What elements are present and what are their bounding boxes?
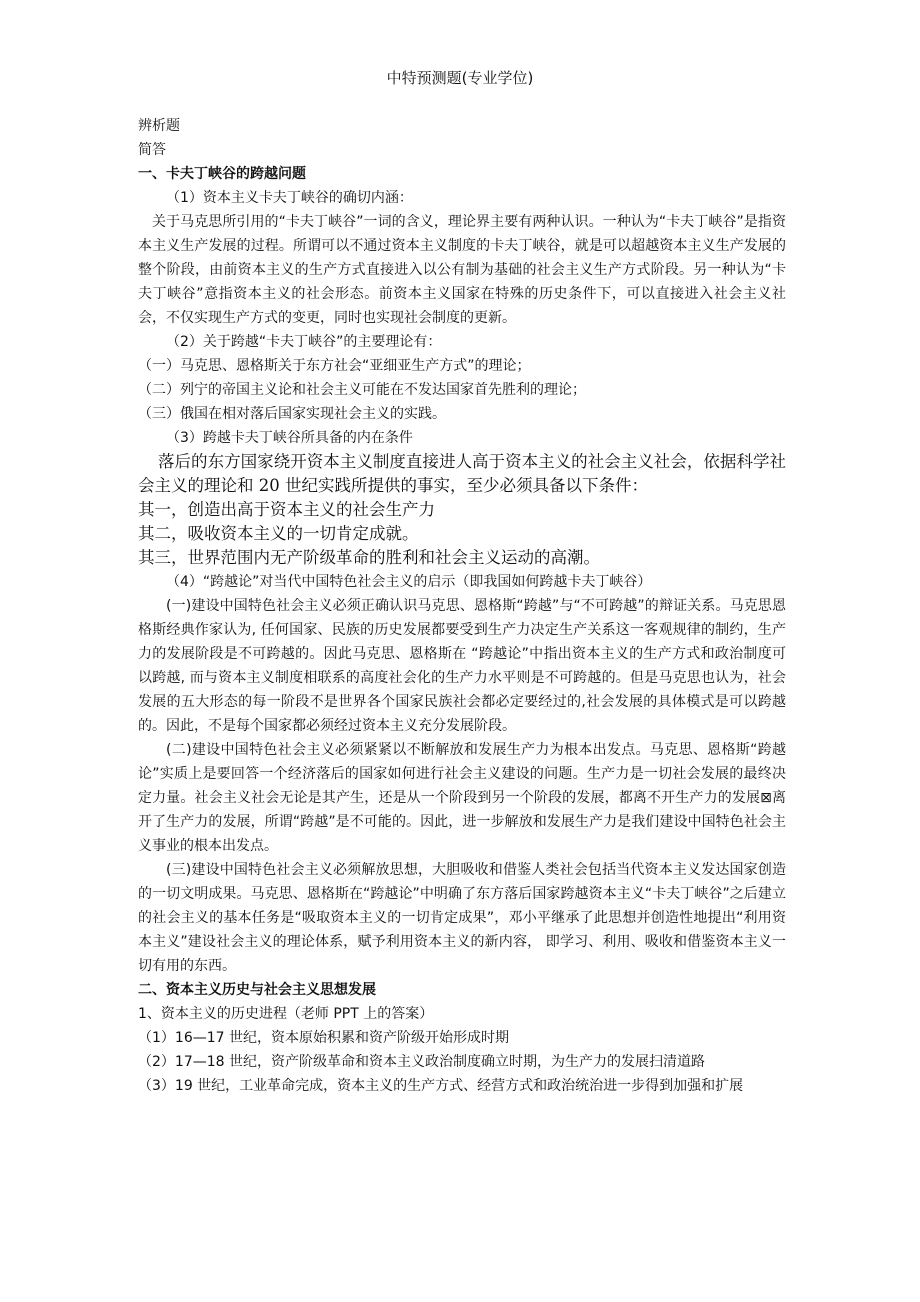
page-title: 中特预测题(专业学位) <box>386 69 534 87</box>
paragraph-enlightenment-1: (一)建设中国特色社会主义必须正确认识马克思、恩格斯“跨越”与“不可跨越”的辩证关系。马克思恩格斯经典作家认为, 任何国家、民族的历史发展都要受到生产力决定生产关系这一客观规律的制约，生产力的发展阶段是不可跨越的。因此马克思、恩格斯在 “跨越论”中指出资本主义的生产方式和政治制度可以跨越, 而与资本主义制度相联系的高度社会化的生产力水平则是不可跨越的。但是马克思也认为，社会发展的五大形态的每一阶段不是世界各个国家民族社会都必定要经过的,社会发展的具体模式是可以跨越的。因此，不是每个国家都必须经过资本主义充分发展阶段。 <box>138 598 786 734</box>
theory-item-2: （二）列宁的帝国主义论和社会主义可能在不发达国家首先胜利的理论； <box>138 382 586 398</box>
subheading-2: （2）关于跨越“卡夫丁峡谷”的主要理论有： <box>166 334 442 350</box>
subheading-4: （4）“跨越论”对当代中国特色社会主义的启示（即我国如何跨越卡夫丁峡谷） <box>166 574 652 590</box>
subheading-1: （1）资本主义卡夫丁峡谷的确切内涵： <box>166 190 413 206</box>
history-item-1: （1）16—17 世纪，资本原始积累和资产阶级开始形成时期 <box>138 1030 509 1046</box>
condition-2: 其二，吸收资本主义的一切肯定成就。 <box>138 524 419 543</box>
history-item-3: （3）19 世纪，工业革命完成，资本主义的生产方式、经营方式和政治统治进一步得到加强和扩展 <box>138 1078 744 1094</box>
section-label-short-answer: 简答 <box>138 142 166 158</box>
paragraph-enlightenment-2: (二)建设中国特色社会主义必须紧紧以不断解放和发展生产力为根本出发点。马克思、恩格斯“跨越论”实质上是要回答一个经济落后的国家如何进行社会主义建设的问题。生产力是一切社会发展的最终决定力量。社会主义社会无论是其产生，还是从一个阶段到另一个阶段的发展，都离不开生产力的发展⊠离开了生产力的发展，所谓“跨越”是不可能的。因此，进一步解放和发展生产力是我们建设中国特色社会主义事业的根本出发点。 <box>138 742 786 854</box>
section-label-analysis: 辨析题 <box>138 118 180 134</box>
theory-item-3: （三）俄国在相对落后国家实现社会主义的实践。 <box>138 406 446 422</box>
paragraph-definition: 关于马克思所引用的“卡夫丁峡谷”一词的含义，理论界主要有两种认识。一种认为“卡夫丁峡谷”是指资本主义生产发展的过程。所谓可以不通过资本主义制度的卡夫丁峡谷，就是可以超越资本主义生产发展的整个阶段，由前资本主义的生产方式直接进入以公有制为基础的社会主义生产方式阶段。另一种认为“卡夫丁峡谷”意指资本主义的社会形态。前资本主义国家在特殊的历史条件下，可以直接进入社会主义社会，不仅实现生产方式的变更，同时也实现社会制度的更新。 <box>138 214 786 326</box>
heading-capitalism-history: 二、资本主义历史与社会主义思想发展 <box>138 982 376 998</box>
condition-3: 其三，世界范围内无产阶级革命的胜利和社会主义运动的高潮。 <box>138 548 600 567</box>
conditions-intro: 落后的东方国家绕开资本主义制度直接进人高于资本主义的社会主义社会，依据科学社会主义的理论和 20 世纪实践所提供的事实，至少必须具备以下条件： <box>138 452 786 495</box>
document-body <box>138 114 786 1098</box>
heading-caudine-forks: 一、卡夫丁峡谷的跨越问题 <box>138 166 306 182</box>
paragraph-enlightenment-3: (三)建设中国特色社会主义必须解放思想，大胆吸收和借鉴人类社会包括当代资本主义发达国家创造的一切文明成果。马克思、恩格斯在“跨越论”中明确了东方落后国家跨越资本主义“卡夫丁峡谷”之后建立的社会主义的基本任务是“吸取资本主义的一切肯定成果”，邓小平继承了此思想并创造性地提出“利用资本主义”建设社会主义的理论体系，赋予利用资本主义的新内容， 即学习、利用、吸收和借鉴资本主义一切有用的东西。 <box>138 862 786 974</box>
subheading-3: （3）跨越卡夫丁峡谷所具备的内在条件 <box>166 430 413 446</box>
history-item-2: （2）17—18 世纪，资产阶级革命和资本主义政治制度确立时期，为生产力的发展扫清道路 <box>138 1054 705 1070</box>
condition-1: 其一，创造出高于资本主义的社会生产力 <box>138 500 435 519</box>
subheading-history-process: 1、资本主义的历史进程（老师 PPT 上的答案） <box>138 1006 434 1022</box>
theory-item-1: （一）马克思、恩格斯关于东方社会“亚细亚生产方式”的理论； <box>138 358 531 374</box>
